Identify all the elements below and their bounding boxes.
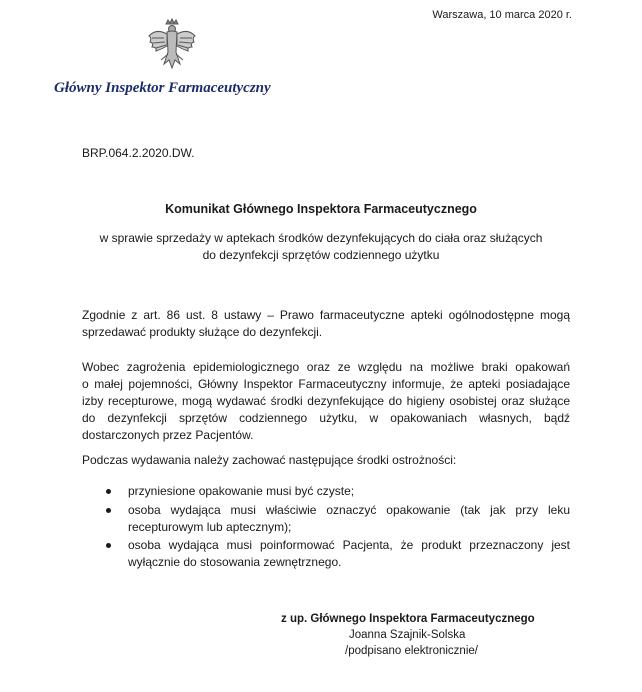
paragraph-line: dostarczonych przez Pacjentów. <box>82 428 254 442</box>
subtitle-line: w sprawie sprzedaży w aptekach środków dezynfekujących do ciała oraz służących <box>99 231 543 245</box>
signature-note: /podpisano elektronicznie/ <box>345 645 478 657</box>
bullet-icon <box>106 489 111 494</box>
paragraph-precautions-intro: Podczas wydawania należy zachować następujące środki ostrożności: <box>82 453 457 467</box>
paragraph-line: o małej pojemności, Główny Inspektor Farmaceutyczny informuje, że apteki posiadające <box>82 377 570 391</box>
bullet-icon <box>106 543 111 548</box>
subtitle-line: do dezynfekcji sprzętów codziennego użytku <box>202 248 440 262</box>
paragraph-line: Zgodnie z art. 86 ust. 8 ustawy – Prawo farmaceutyczne apteki ogólnodostępne mogą <box>82 308 570 322</box>
paragraph-legal-basis <box>82 307 570 341</box>
institution-name: Główny Inspektor Farmaceutyczny <box>54 80 271 96</box>
bullet-icon <box>106 508 111 513</box>
document-date: Warszawa, 10 marca 2020 r. <box>432 9 572 21</box>
paragraph-line: sprzedawać produkty służące do dezynfekcji. <box>82 325 323 339</box>
document-subtitle <box>0 230 642 264</box>
signature-name: Joanna Szajnik-Solska <box>349 629 466 641</box>
paragraph-line: Wobec zagrożenia epidemiologicznego oraz ze względu na możliwe braki opakowań <box>82 360 570 374</box>
list-item-text: osoba wydająca musi właściwie oznaczyć opakowanie (tak jak przy leku <box>128 503 570 517</box>
list-item-text: recepturowym lub aptecznym); <box>128 520 292 534</box>
polish-eagle-emblem-icon <box>146 18 198 76</box>
reference-number: BRP.064.2.2020.DW. <box>82 146 195 160</box>
paragraph-line: do dezynfekcji sprzętów codziennego użytku, w opakowaniach własnych, bądź <box>82 411 570 425</box>
list-item-text: osoba wydająca musi poinformować Pacjenta, że produkt przeznaczony jest <box>128 538 570 552</box>
paragraph-announcement <box>82 359 570 444</box>
signature-role: z up. Głównego Inspektora Farmaceutycznego <box>281 613 535 625</box>
signature-block <box>281 611 551 659</box>
paragraph-line: izby recepturowe, mogą wydawać środki dezynfekujące do higieny osobistej oraz służące <box>82 394 570 408</box>
list-item-text: przyniesione opakowanie musi być czyste; <box>128 484 355 498</box>
document-title: Komunikat Głównego Inspektora Farmaceutycznego <box>165 202 477 216</box>
list-item-text: wyłącznie do stosowania zewnętrznego. <box>128 555 342 569</box>
